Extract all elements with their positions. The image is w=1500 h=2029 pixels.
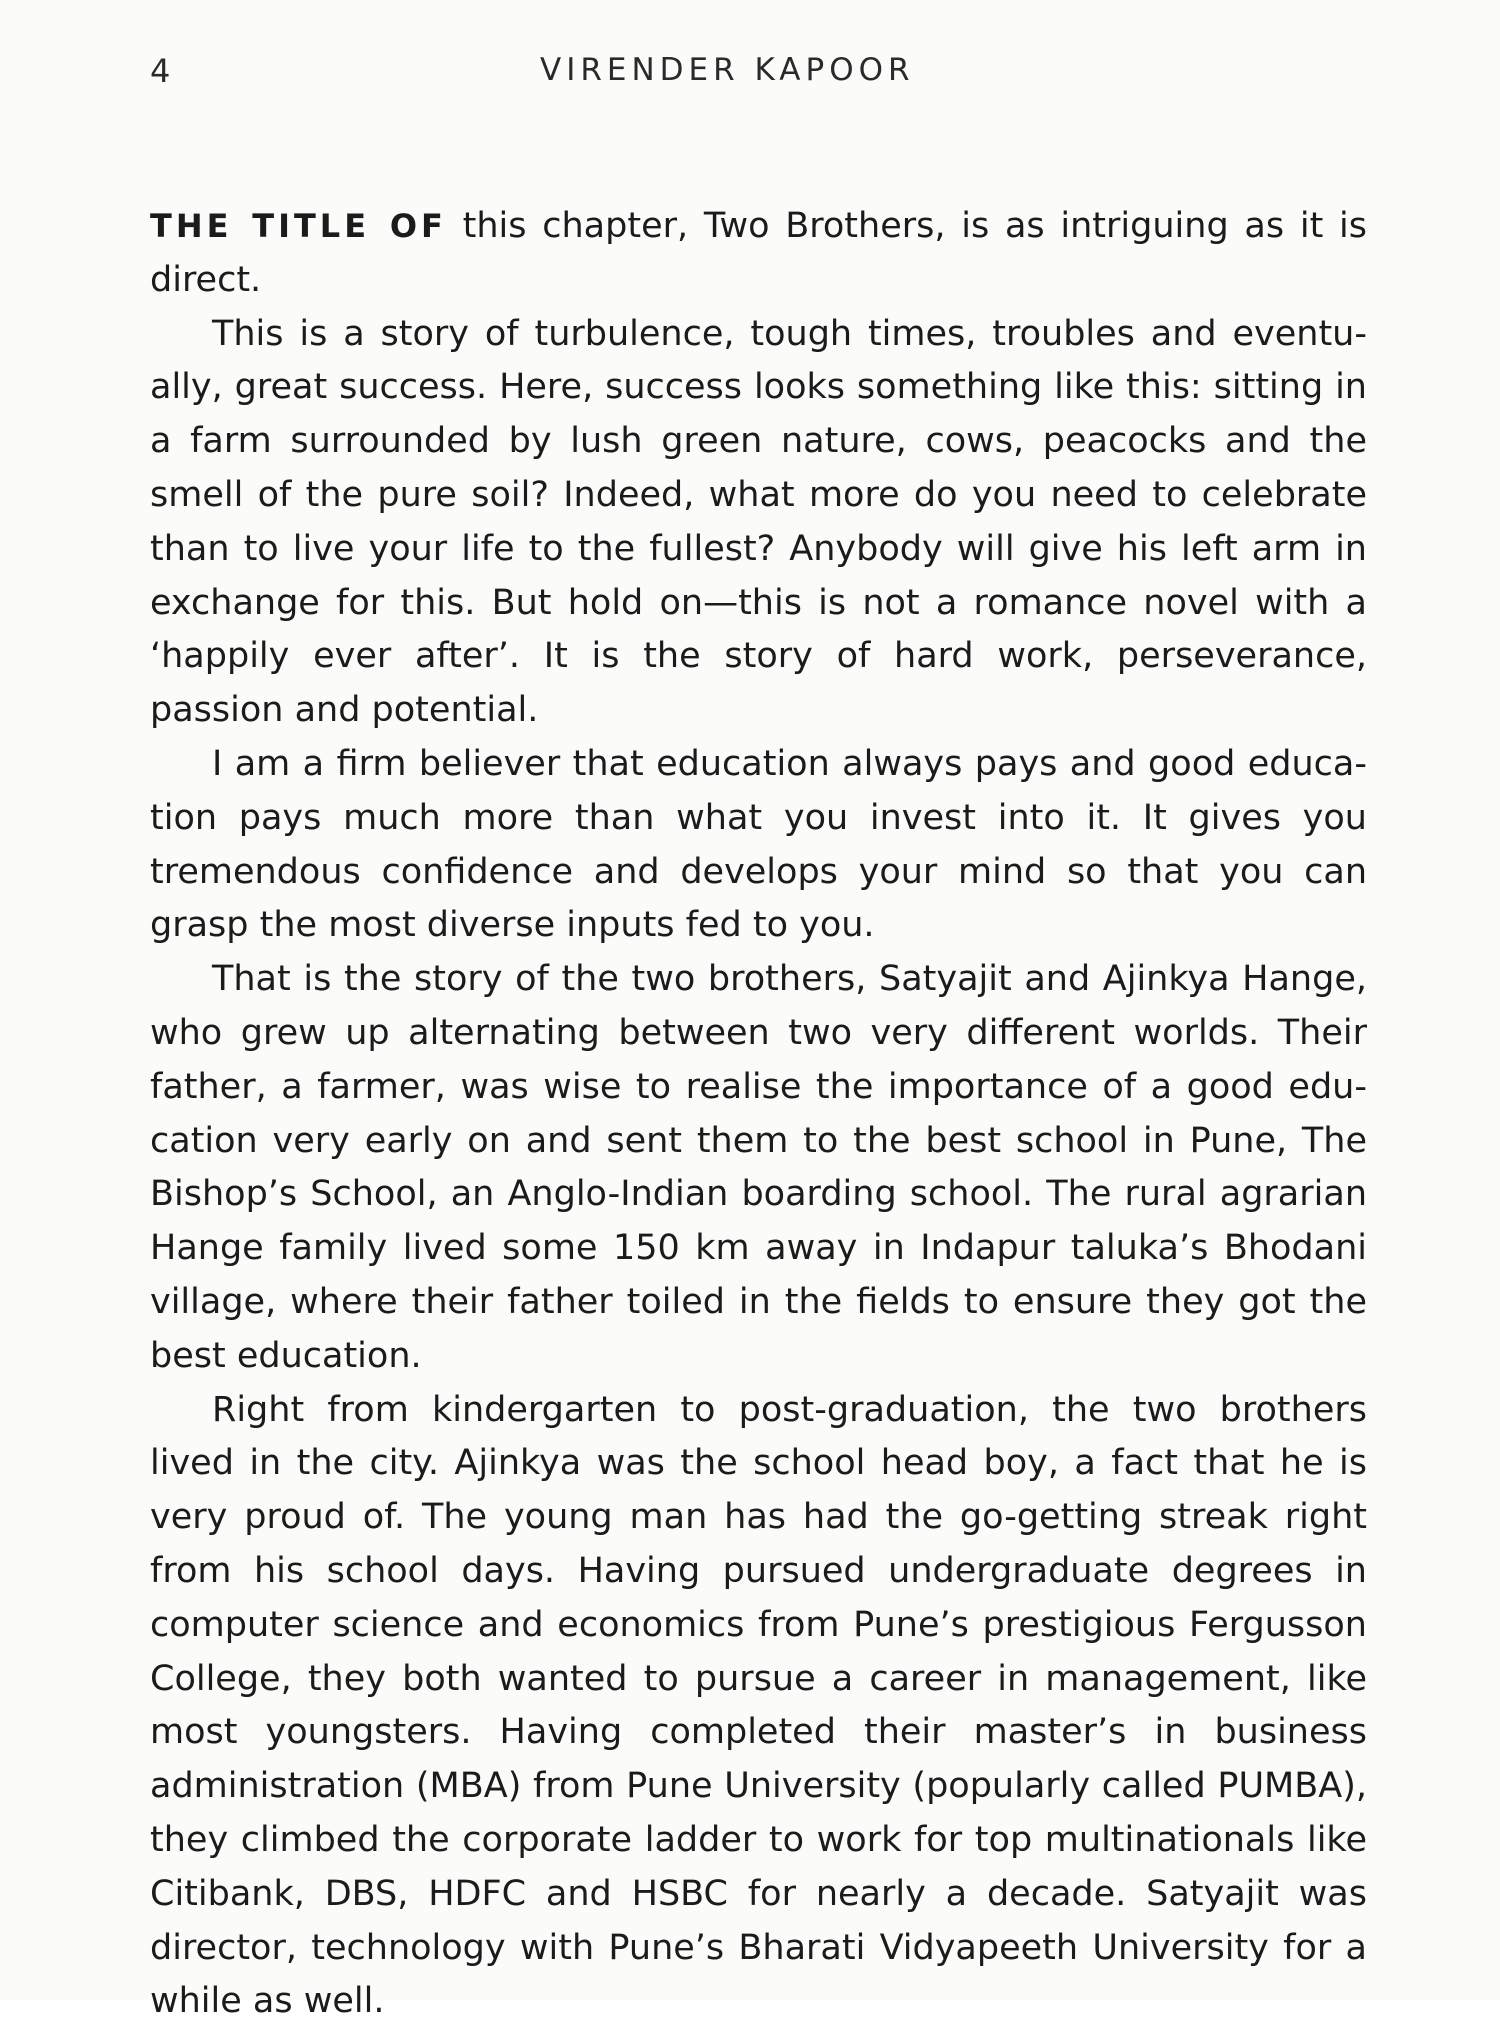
chapter-body xyxy=(150,200,1367,2029)
paragraph-text: this chapter, Two Brothers, is as intriguing as it is direct. xyxy=(150,206,1368,300)
running-head-author: VIRENDER KAPOOR xyxy=(540,52,915,88)
lead-in-small-caps: THE TITLE OF xyxy=(150,207,447,245)
page-number: 4 xyxy=(150,52,171,90)
paragraph: This is a story of turbulence, tough times, troubles and eventually, great success. Here, success looks something like this: sitting in a farm surrounded by lush green nature, cows, peacocks and the smell of the pure soil? Indeed, what more do you need to celebrate than to live your life to the fullest? Anybody will give his left arm in exchange for this. But hold on—this is not a romance novel with a ‘happily ever after’. It is the story of hard work, perseverance, passion and potential. xyxy=(150,313,1367,731)
paragraph: I am a firm believer that education always pays and good education pays much more than what you invest into it. It gives you tremendous confidence and develops your mind so that you can grasp the most diverse inputs fed to you. xyxy=(150,743,1367,946)
paragraph xyxy=(150,200,1367,308)
paragraph: Right from kindergarten to post-graduation, the two brothers lived in the city. Ajinkya was the school head boy, a fact that he is very proud of. The young man has had the go-getting streak right from his school days. Having pursued undergraduate degrees in computer science and economics from Pune’s prestigious Fergusson College, they both wanted to pursue a career in management, like most youngsters. Having completed their master’s in business administration (MBA) from Pune University (popularly called PUMBA), they climbed the corporate ladder to work for top multinationals like Citibank, DBS, HDFC and HSBC for nearly a decade. Satyajit was director, technology with Pune’s Bharati Vidyapeeth University for a while as well. xyxy=(150,1389,1367,2022)
paragraph: That is the story of the two brothers, Satyajit and Ajinkya Hange, who grew up alternating between two very different worlds. Their father, a farmer, was wise to realise the importance of a good education very early on and sent them to the best school in Pune, The Bishop’s School, an Anglo-Indian boarding school. The rural agrarian Hange family lived some 150 km away in Indapur taluka’s Bhodani village, where their father toiled in the fields to ensure they got the best education. xyxy=(150,959,1367,1376)
running-head xyxy=(150,52,1350,92)
